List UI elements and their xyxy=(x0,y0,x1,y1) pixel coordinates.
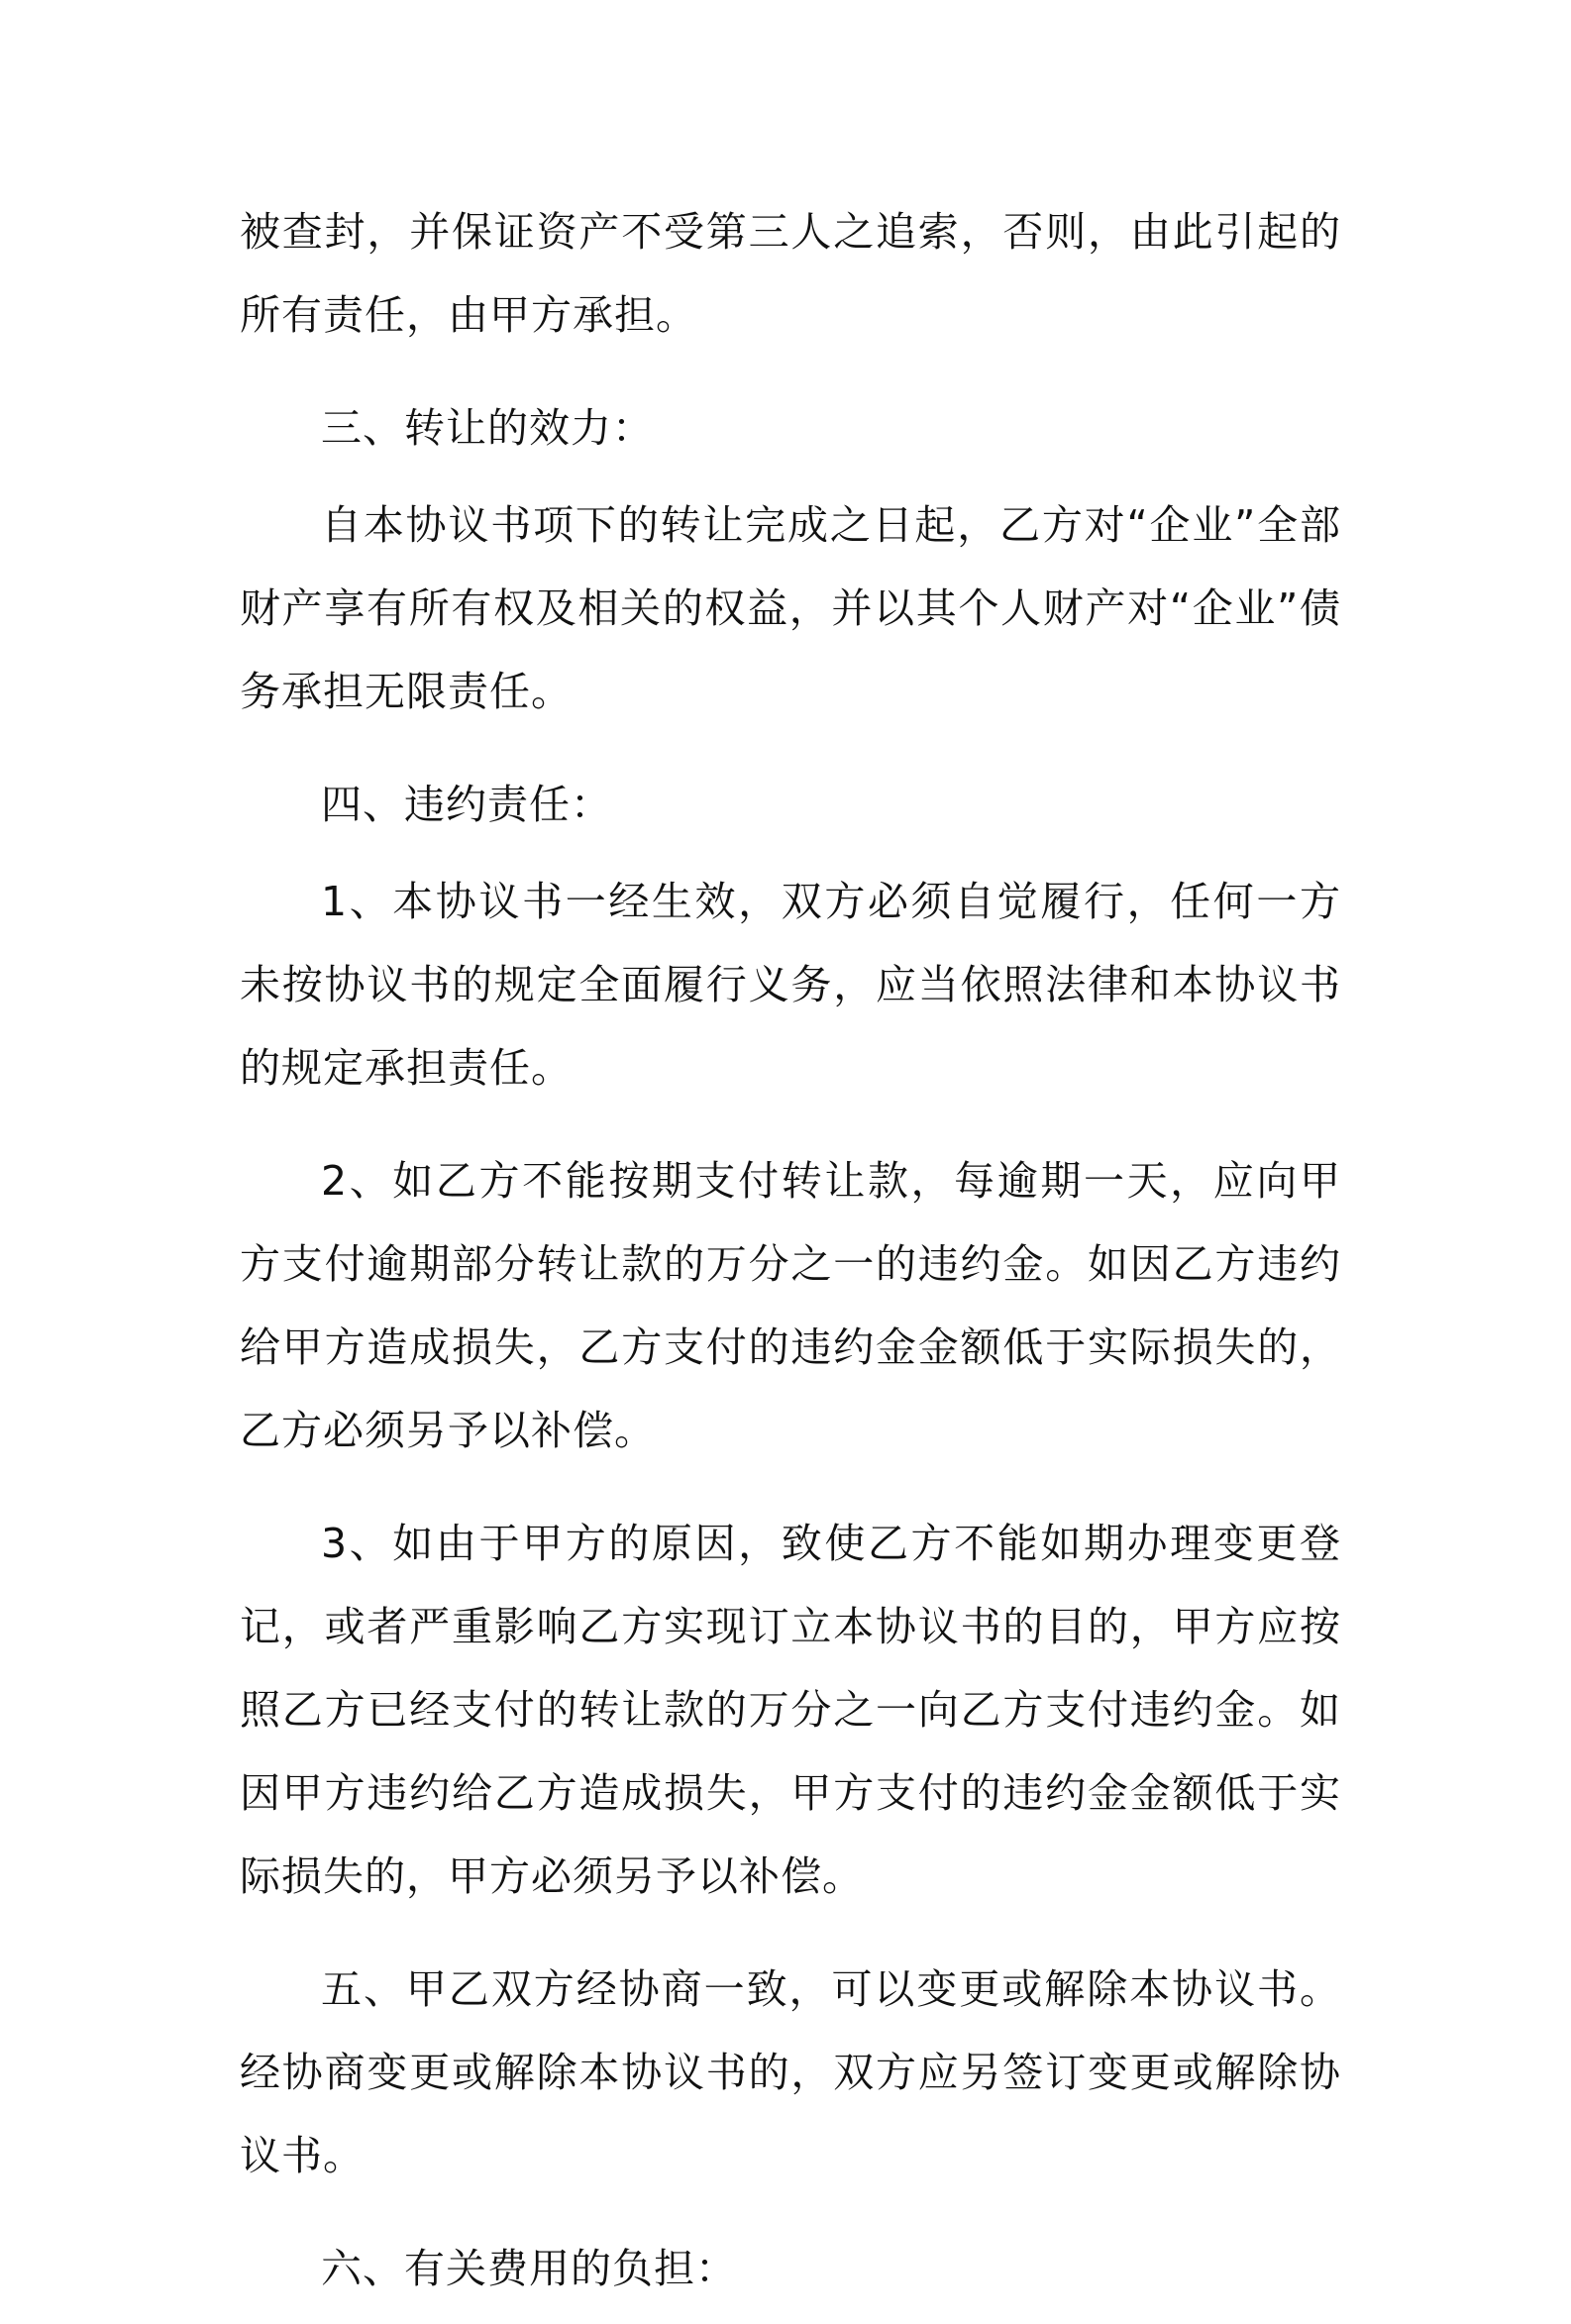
paragraph-liability-continuation: 被查封，并保证资产不受第三人之追索，否则，由此引起的所有责任，由甲方承担。 xyxy=(240,208,1341,339)
heading-breach-liability: 四、违约责任： xyxy=(321,781,612,828)
paragraph-breach-item-3: 3、如由于甲方的原因，致使乙方不能如期办理变更登记，或者严重影响乙方实现订立本协议书的目的，甲方应按照乙方已经支付的转让款的万分之一向乙方支付违约金。如因甲方违约给乙方造成损失，甲方支付的违约金金额低于实际损失的，甲方必须另予以补偿。 xyxy=(240,1520,1341,1900)
paragraph-amend-terminate: 五、甲乙双方经协商一致，可以变更或解除本协议书。经协商变更或解除本协议书的，双方应另签订变更或解除协议书。 xyxy=(240,1965,1341,2179)
heading-transfer-effect: 三、转让的效力： xyxy=(321,404,654,452)
heading-fee-allocation: 六、有关费用的负担： xyxy=(321,2245,737,2292)
paragraph-breach-item-1: 1、本协议书一经生效，双方必须自觉履行，任何一方未按协议书的规定全面履行义务，应当依照法律和本协议书的规定承担责任。 xyxy=(240,878,1341,1092)
paragraph-transfer-effect: 自本协议书项下的转让完成之日起，乙方对“企业”全部财产享有所有权及相关的权益，并以其个人财产对“企业”债务承担无限责任。 xyxy=(240,501,1341,715)
paragraph-breach-item-2: 2、如乙方不能按期支付转让款，每逾期一天，应向甲方支付逾期部分转让款的万分之一的违约金。如因乙方违约给甲方造成损失，乙方支付的违约金金额低于实际损失的，乙方必须另予以补偿。 xyxy=(240,1157,1341,1454)
document-page xyxy=(240,190,1341,2324)
